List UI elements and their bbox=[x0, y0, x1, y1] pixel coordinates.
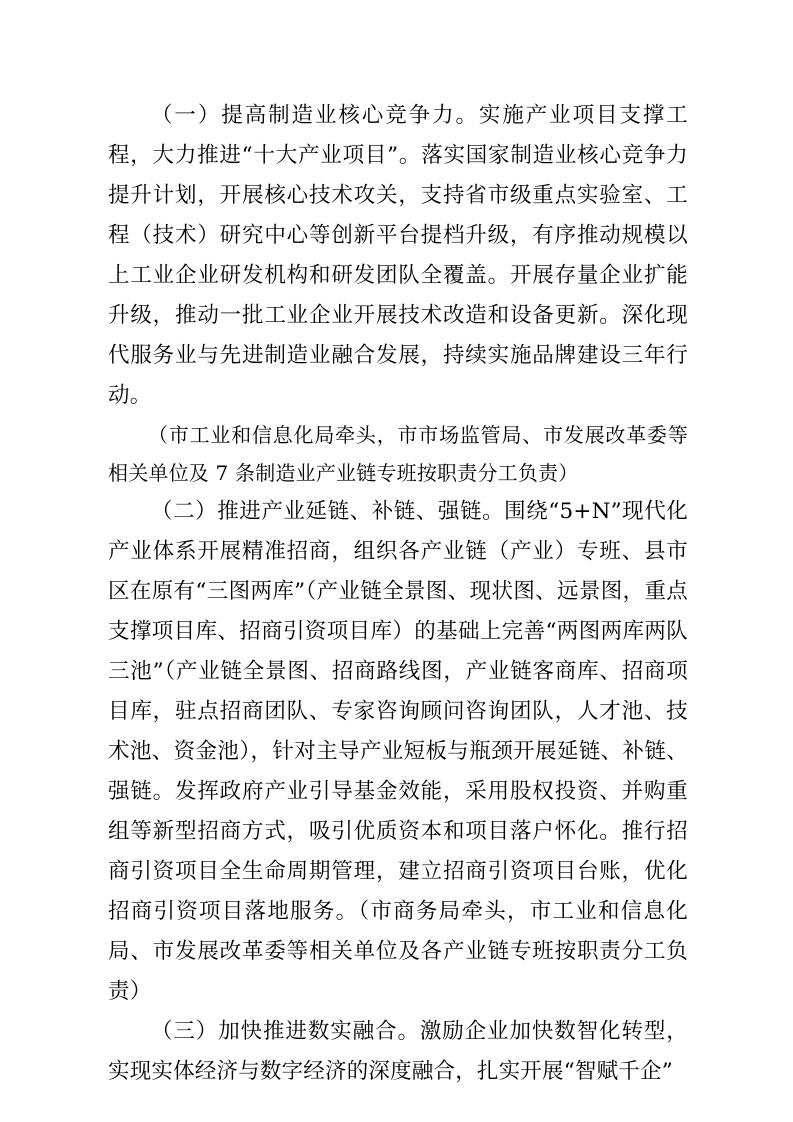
paragraph-responsibility-one: （市工业和信息化局牵头，市市场监管局、市发展改革委等相关单位及 7 条制造业产业链专班按职责分工负责） bbox=[108, 423, 688, 485]
document-body bbox=[108, 96, 688, 1092]
paragraph-section-three: （三）加快推进数实融合。激励企业加快数智化转型，实现实体经济与数字经济的深度融合，扎实开展“智赋千企” bbox=[108, 1019, 688, 1084]
paragraph-section-two: （二）推进产业延链、补链、强链。围绕“5+N”现代化产业体系开展精准招商，组织各产业链（产业）专班、县市区在原有“三图两库”（产业链全景图、现状图、远景图，重点支撑项目库、招商引资项目库）的基础上完善“两图两库两队三池”（产业链全景图、招商路线图，产业链客商库、招商项目库，驻点招商团队、专家咨询顾问咨询团队，人才池、技术池、资金池），针对主导产业短板与瓶颈开展延链、补链、强链。发挥政府产业引导基金效能，采用股权投资、并购重组等新型招商方式，吸引优质资本和项目落户怀化。推行招商引资项目全生命周期管理，建立招商引资项目台账，优化招商引资项目落地服务。（市商务局牵头，市工业和信息化局、市发展改革委等相关单位及各产业链专班按职责分工负责） bbox=[108, 499, 688, 1004]
paragraph-section-one: （一）提高制造业核心竞争力。实施产业项目支撑工程，大力推进“十大产业项目”。落实国家制造业核心竞争力提升计划，开展核心技术攻关，支持省市级重点实验室、工程（技术）研究中心等创新平台提档升级，有序推动规模以上工业企业研发机构和研发团队全覆盖。开展存量企业扩能升级，推动一批工业企业开展技术改造和设备更新。深化现代服务业与先进制造业融合发展，持续实施品牌建设三年行动。 bbox=[108, 103, 688, 408]
